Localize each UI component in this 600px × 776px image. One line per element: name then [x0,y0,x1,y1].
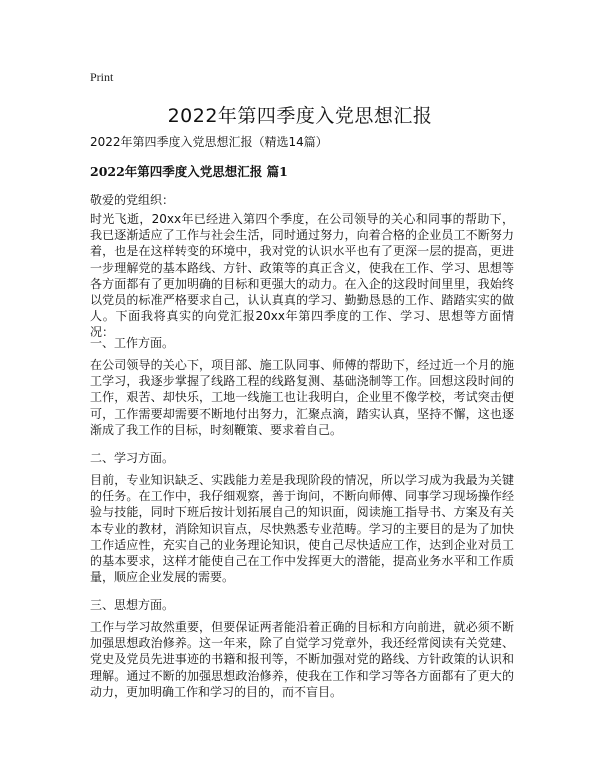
document-subtitle: 2022年第四季度入党思想汇报（精选14篇） [90,135,328,149]
print-link[interactable]: Print [90,70,114,84]
paragraph-thought: 工作与学习故然重要，但要保证两者能沿着正确的目标和方向前进，就必须不断加强思想政治修养。这一年来，除了自觉学习党章外，我还经常阅读有关党建、党史及党员先进事迹的书籍和报刊等，不断加强对党的路线、方针政策的认识和理解。通过不断的加强思想政治修养，使我在工作和学习等各方面都有了更大的动力，更加明确工作和学习的目的，而不盲目。 [90,620,514,699]
heading-study: 二、学习方面。 [90,451,175,465]
section-heading: 2022年第四季度入党思想汇报 篇1 [90,164,288,179]
heading-thought: 三、思想方面。 [90,598,175,612]
document-title: 2022年第四季度入党思想汇报 [167,105,433,127]
paragraph-work: 在公司领导的关心下，项目部、施工队同事、师傅的帮助下，经过近一个月的施工学习，我逐步掌握了线路工程的线路复测、基础浇制等工作。回想这段时间的工作，艰苦、却快乐，工地一线施工也让我明白，企业里不像学校，考试突击便可，工作需要却需要不断地付出努力，汇聚点滴，踏实认真，坚持不懈，这也逐渐成了我工作的目标，时刻鞭策、要求着自己。 [90,358,514,437]
paragraph-study: 目前，专业知识缺乏、实践能力差是我现阶段的情况，所以学习成为我最为关键的任务。在工作中，我仔细观察，善于询问，不断向师傅、同事学习现场操作经验与技能，同时下班后按计划拓展自己的知识面，阅读施工指导书、方案及有关本专业的教材，消除知识盲点，尽快熟悉专业范畴。学习的主要目的是为了加快工作适应性，充实自己的业务理论知识，使自己尽快适应工作，达到企业对员工的基本要求，这样才能使自己在工作中发挥更大的潜能，提高业务水平和工作质量，顺应企业发展的需要。 [90,473,514,585]
paragraph-intro: 时光飞逝，20xx年已经进入第四个季度，在公司领导的关心和同事的帮助下，我已逐渐适应了工作与社会生活，同时通过努力，向着合格的企业员工不断努力着，也是在这样转变的环境中，我对党的认识水平也有了更深一层的提高，更进一步理解党的基本路线、方针、政策等的真正含义，使我在工作、学习、思想等各方面都有了更加明确的目标和更强大的动力。在入企的这段时间里里，我始终以党员的标准严格要求自己，认认真真的学习、勤勤恳恳的工作、踏踏实实的做人。下面我将真实的向党汇报20xx年第四季度的工作、学习、思想等方面情况： [90,212,514,340]
salutation: 敬爱的党组织： [90,193,175,207]
heading-work: 一、工作方面。 [90,336,175,350]
